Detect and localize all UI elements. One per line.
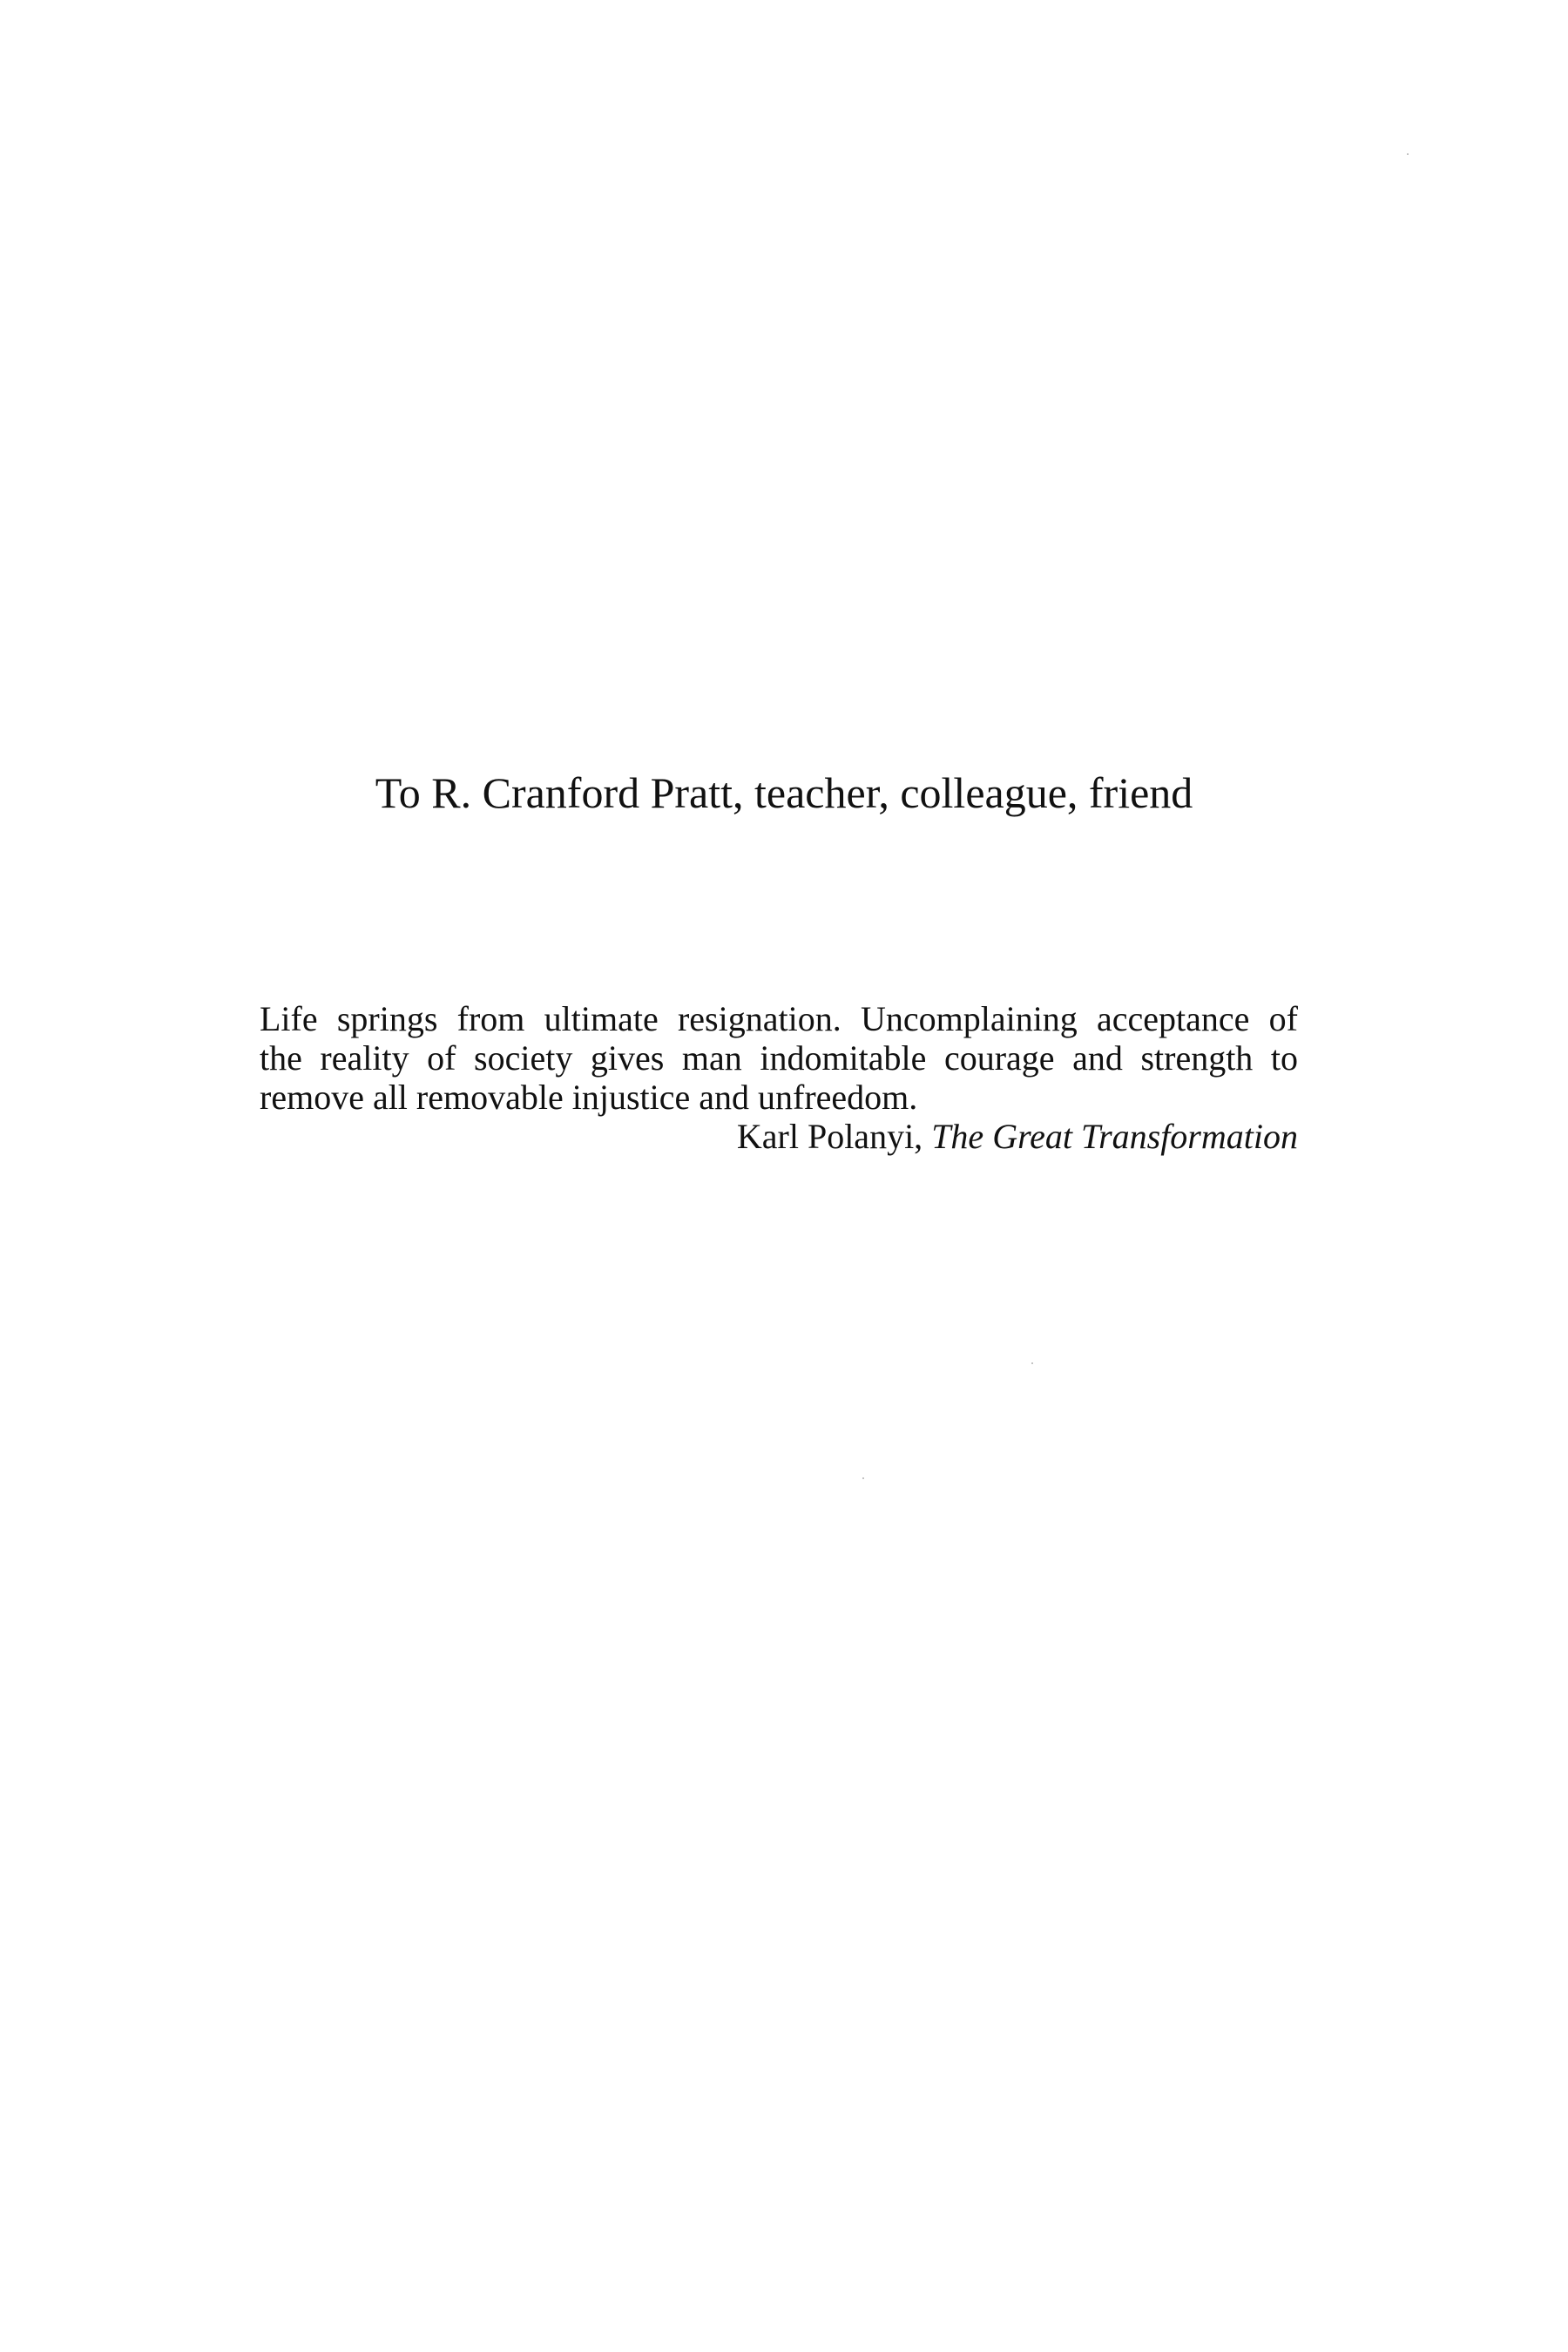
epigraph-line: Life springs from ultimate resignation. Uncomplaining acceptance of: [260, 999, 1298, 1038]
epigraph-line: the reality of society gives man indomitable courage and strength to: [260, 1038, 1298, 1078]
attribution-work-title: The Great Transformation: [931, 1117, 1298, 1156]
epigraph-attribution: [260, 1117, 1298, 1156]
epigraph: [260, 999, 1298, 1156]
dedication: To R. Cranford Pratt, teacher, colleague, friend: [375, 768, 1193, 817]
epigraph-line: remove all removable injustice and unfreedom.: [260, 1078, 918, 1117]
attribution-author: Karl Polanyi,: [736, 1117, 923, 1156]
scan-speck: [1407, 153, 1409, 155]
scan-speck: [1031, 1362, 1033, 1364]
scan-speck: [862, 1477, 864, 1479]
